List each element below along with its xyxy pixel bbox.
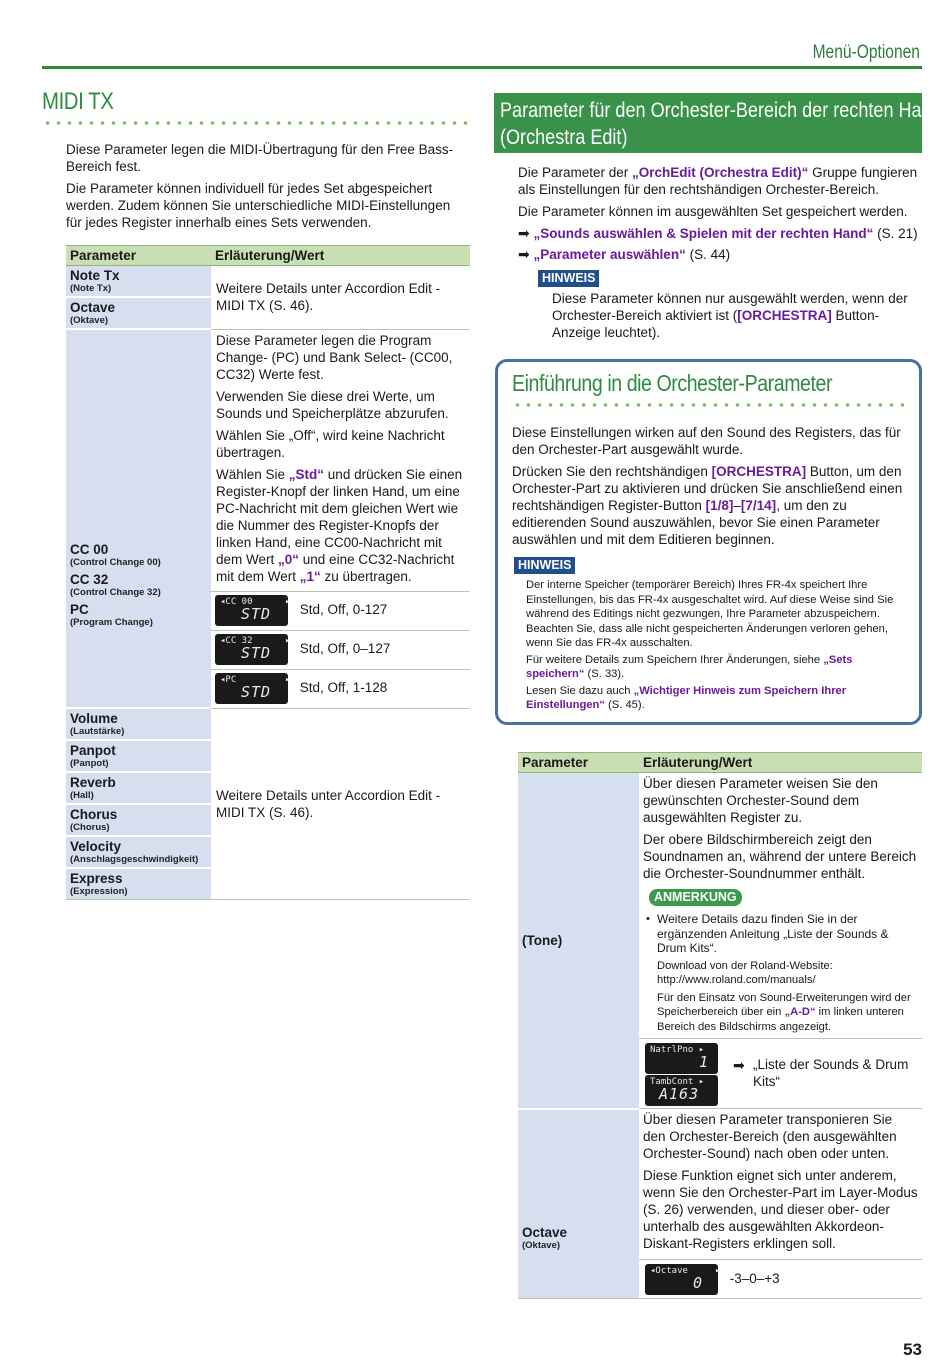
param-reverb: Reverb (Hall) bbox=[66, 772, 211, 804]
param-panpot: Panpot (Panpot) bbox=[66, 740, 211, 772]
bullet-icon: • bbox=[646, 913, 650, 925]
ref-sound-list[interactable]: „Liste der Sounds & Drum Kits“ bbox=[753, 1057, 909, 1089]
intro-box bbox=[495, 359, 922, 725]
section-dots bbox=[42, 120, 472, 126]
value-orch-octave-range: ◂Octave ▸ 0 -3–0–+3 bbox=[639, 1260, 922, 1299]
orchestra-intro: Die Parameter der „OrchEdit (Orchestra Edit)“ Gruppe fungieren als Einstellungen für den rechtshändigen Orchester-Bereich. Die Parameter können im ausgewählten Set gespeichert werden. ➡ „Sounds auswählen & Spielen mit der rechten Hand“ (S. 21) ➡ „Parameter auswählen“ (S. 44) HINWEIS Diese Parameter können nur ausgewählt werden, wenn der Orchester-Bereich aktiviert ist ([ORCHESTRA] Button-Anzeige leuchtet). bbox=[518, 165, 918, 340]
orchestra-table bbox=[518, 752, 922, 1299]
lcd-tone-display-1: NatrlPno ▸ 1 bbox=[645, 1043, 718, 1074]
intro-hinweis-badge: HINWEIS bbox=[514, 557, 575, 574]
intro-box-title: Einführung in die Orchester-Parameter bbox=[512, 370, 833, 396]
lcd-tone-display-2: TambCont ▸ A163 bbox=[645, 1075, 718, 1106]
value-volume-express: Weitere Details unter Accordion Edit - MIDI TX (S. 46). bbox=[211, 708, 470, 900]
section-title-midi-tx: MIDI TX bbox=[42, 88, 114, 115]
anmerkung-badge: ANMERKUNG bbox=[649, 889, 742, 906]
param-chorus: Chorus (Chorus) bbox=[66, 804, 211, 836]
intro-para2: Drücken Sie den rechtshändigen [ORCHESTRA] Button, um den Orchester-Part zu aktivieren und drücken Sie anschließend einen rechtshändigen Register-Button [1/8]–[7/14], um den zu editierenden Sound auszuwählen, bevor Sie einen Parameter auswählen und mit dem Editieren beginnen. bbox=[512, 464, 903, 547]
param-octave: Octave (Oktave) bbox=[66, 297, 211, 329]
lcd-pc-display: ◂PC ▸ STD bbox=[215, 673, 288, 704]
orchestra-section-banner bbox=[494, 93, 942, 153]
orchestra-title-line2: (Orchestra Edit) bbox=[500, 126, 628, 149]
midi-tx-para2: Die Parameter können individuell für jedes Set abgespeichert werden. Zudem können Sie unterschiedliche MIDI-Einstellungen für jedes Register innerhalb eines Sets verwenden. bbox=[66, 181, 451, 230]
link-orchedit[interactable]: „OrchEdit (Orchestra Edit)“ bbox=[632, 165, 809, 180]
link-sets-speichern[interactable]: „Sets speichern“ bbox=[526, 653, 853, 680]
arrow-right-icon: ➡ bbox=[518, 225, 530, 241]
value-orch-octave-description: Über diesen Parameter transponieren Sie den Orchester-Bereich (den ausgewählten Orchester-Sound) nach oben oder unten. Diese Funktion eignet sich unter anderem, wenn Sie den Orchester-Part im Layer-Modus (S. 26) verwenden, und dieser ober- oder unterhalb des ausgewählten Akkordeon-Diskant-Registers erklingen soll. bbox=[639, 1109, 922, 1260]
intro-note3: Lesen Sie dazu auch „Wichtiger Hinweis zum Speichern Ihrer Einstellungen“ (S. 45). bbox=[526, 684, 847, 711]
arrow-right-icon: ➡ bbox=[733, 1057, 745, 1073]
value-pc-range: ◂PC ▸ STD Std, Off, 1-128 bbox=[211, 669, 470, 708]
value-tone-description: Über diesen Parameter weisen Sie den gewünschten Orchester-Sound dem ausgewählten Register zu. Der obere Bildschirmbereich zeigt den Soundnamen an, während der untere Bereich die Orchester-Soundnummer enthält. ANMERKUNG • Weitere Details dazu finden Sie in der ergänzenden Anleitung „Liste der Sounds & Drum Kits“. Download von der Roland-Website: http://www.roland.com/manuals/ Für den Einsatz von Sound-Erweiterungen wird der Speicherbereich über ein „A-D“ im linken unteren Bereich des Bildschirms angezeigt. bbox=[639, 773, 922, 1039]
param-note-tx: Note Tx (Note Tx) bbox=[66, 266, 211, 298]
header-rule bbox=[42, 66, 922, 69]
running-header: Menü-Optionen bbox=[812, 42, 920, 63]
table-header-parameter: Parameter bbox=[66, 246, 211, 266]
link-wichtiger-hinweis[interactable]: „Wichtiger Hinweis zum Speichern Ihrer Einstellungen“ bbox=[526, 684, 847, 711]
param-tone: (Tone) bbox=[518, 773, 639, 1109]
intro-para1: Diese Einstellungen wirken auf den Sound des Registers, das für den Orchester-Part ausgewählt wurde. bbox=[512, 425, 901, 457]
intro-note2: Für weitere Details zum Speichern Ihrer Änderungen, siehe „Sets speichern“ (S. 33). bbox=[526, 653, 853, 680]
orch-table-header-parameter: Parameter bbox=[518, 753, 639, 773]
table-header-value: Erläuterung/Wert bbox=[211, 246, 470, 266]
lcd-octave-display: ◂Octave ▸ 0 bbox=[645, 1264, 718, 1295]
hinweis-badge: HINWEIS bbox=[538, 270, 599, 287]
arrow-right-icon: ➡ bbox=[518, 246, 530, 262]
param-cc-group: CC 00 (Control Change 00) CC 32 (Control Change 32) PC (Program Change) bbox=[66, 329, 211, 708]
param-orch-octave: Octave (Oktave) bbox=[518, 1109, 639, 1299]
param-cc00: CC 00 bbox=[70, 542, 109, 557]
value-tone-display bbox=[639, 1039, 922, 1109]
lcd-cc00-display: ◂CC 00 ▸ STD bbox=[215, 595, 288, 626]
midi-tx-table bbox=[66, 245, 470, 900]
param-express: Express (Expression) bbox=[66, 868, 211, 900]
roland-url[interactable]: http://www.roland.com/manuals/ bbox=[657, 974, 816, 986]
param-volume: Volume (Lautstärke) bbox=[66, 708, 211, 740]
orchestra-title-line1: Parameter für den Orchester-Bereich der rechten Hand bbox=[500, 99, 942, 122]
link-sounds-auswaehlen[interactable]: „Sounds auswählen & Spielen mit der rechten Hand“ bbox=[533, 226, 874, 241]
orch-table-header-value: Erläuterung/Wert bbox=[639, 753, 922, 773]
midi-tx-intro bbox=[66, 141, 464, 236]
link-parameter-auswaehlen[interactable]: „Parameter auswählen“ bbox=[533, 247, 686, 262]
param-velocity: Velocity (Anschlagsgeschwindigkeit) bbox=[66, 836, 211, 868]
param-pc: PC bbox=[70, 602, 89, 617]
intro-box-dots bbox=[512, 402, 908, 408]
value-cc00-range: ◂CC 00 ▸ STD Std, Off, 0-127 bbox=[211, 591, 470, 630]
param-cc32: CC 32 bbox=[70, 572, 109, 587]
value-cc32-range: ◂CC 32 ▸ STD Std, Off, 0–127 bbox=[211, 630, 470, 669]
midi-tx-para1: Diese Parameter legen die MIDI-Übertragung für den Free Bass-Bereich fest. bbox=[66, 142, 454, 174]
page-number: 53 bbox=[903, 1340, 922, 1359]
value-cc-description: Diese Parameter legen die Program Change- (PC) und Bank Select- (CC00, CC32) Werte fest. Verwenden Sie diese drei Werte, um Sounds und Speicherplätze abzurufen. Wählen Sie „Off“, wird keine Nachricht übertragen. Wählen Sie „Std“ und drücken Sie einen Register-Knopf der linken Hand, um eine PC-Nachricht mit dem gleichen Wert wie die Nummer des Register-Knopfs der linken Hand, eine CC00-Nachricht mit dem Wert „0“ und eine CC32-Nachricht mit dem Wert „1“ zu übertragen. bbox=[211, 329, 470, 591]
intro-note1: Der interne Speicher (temporärer Bereich) Ihres FR-4x speichert Ihre Einstellungen, bis das FR-4x ausgeschaltet wird. Auf diese Weise sind Sie während des Editings nicht gezwungen, Ihre Parameter abzuspeichern. Beachten Sie, dass alle nicht gespeicherten Änderungen verloren gehen, wenn Sie das FR-4x ausschalten. bbox=[526, 579, 894, 649]
lcd-cc32-display: ◂CC 32 ▸ STD bbox=[215, 634, 288, 665]
value-note-octave: Weitere Details unter Accordion Edit - MIDI TX (S. 46). bbox=[211, 266, 470, 330]
